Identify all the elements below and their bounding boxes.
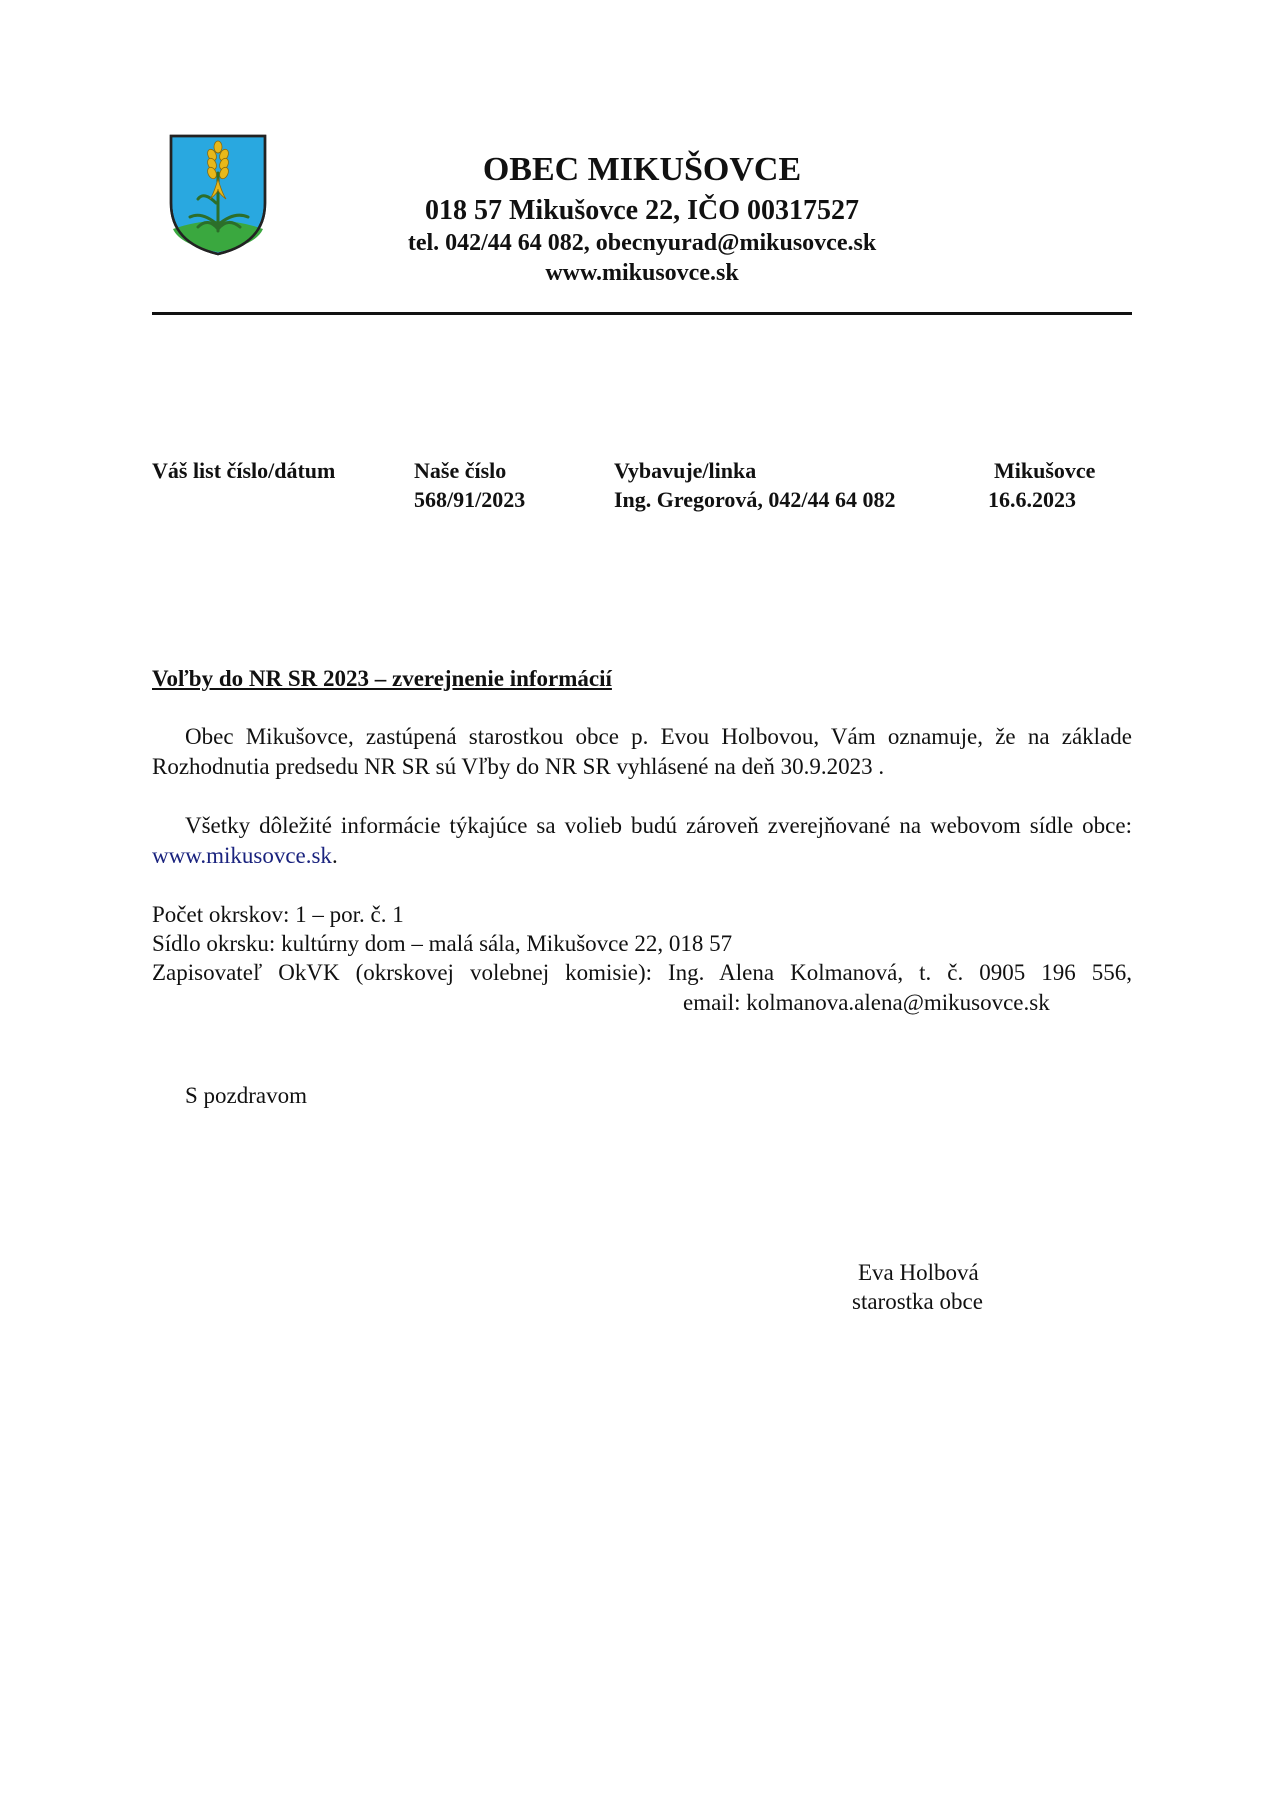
letter-subject: Voľby do NR SR 2023 – zverejnenie informácií bbox=[152, 666, 612, 691]
signature-role: starostka obce bbox=[852, 1289, 983, 1314]
district-count: Počet okrskov: 1 – por. č. 1 bbox=[152, 902, 404, 927]
date-value: 16.6.2023 bbox=[988, 487, 1076, 512]
paragraph-website-end: . bbox=[331, 843, 338, 868]
signature-name: Eva Holbová bbox=[858, 1260, 979, 1285]
municipality-contact: tel. 042/44 64 082, obecnyurad@mikusovce.sk bbox=[407, 230, 877, 256]
our-number-value: 568/91/2023 bbox=[414, 487, 526, 512]
clerk-email: email: kolmanova.alena@mikusovce.sk bbox=[683, 990, 1050, 1015]
municipality-website: www.mikusovce.sk bbox=[545, 260, 739, 286]
website-link[interactable]: www.mikusovce.sk bbox=[152, 843, 332, 868]
commission-clerk: Zapisovateľ OkVK (okrskovej volebnej komisie): Ing. Alena Kolmanová, t. č. 0905 196 556, bbox=[152, 960, 1132, 985]
greeting: S pozdravom bbox=[185, 1083, 308, 1108]
municipality-address: 018 57 Mikušovce 22, IČO 00317527 bbox=[425, 195, 859, 226]
handled-by-label: Vybavuje/linka bbox=[614, 458, 757, 483]
paragraph-website-info bbox=[152, 811, 1132, 871]
header-divider bbox=[152, 312, 1132, 315]
municipality-name: OBEC MIKUŠOVCE bbox=[482, 151, 802, 188]
paragraph-announcement: Obec Mikušovce, zastúpená starostkou obce p. Evou Holbovou, Vám oznamuje, že na základe Rozhodnutia predsedu NR SR sú Vľby do NR SR vyhlásené na deň 30.9.2023 . bbox=[152, 724, 1132, 779]
our-number-label: Naše číslo bbox=[414, 458, 507, 483]
place-label: Mikušovce bbox=[994, 458, 1096, 483]
your-letter-label: Váš list číslo/dátum bbox=[152, 458, 336, 483]
district-seat: Sídlo okrsku: kultúrny dom – malá sála, Mikušovce 22, 018 57 bbox=[152, 931, 733, 956]
paragraph-website-text: Všetky dôležité informácie týkajúce sa volieb budú zároveň zverejňované na webovom sídle obce: bbox=[185, 813, 1132, 838]
handled-by-value: Ing. Gregorová, 042/44 64 082 bbox=[614, 487, 896, 512]
